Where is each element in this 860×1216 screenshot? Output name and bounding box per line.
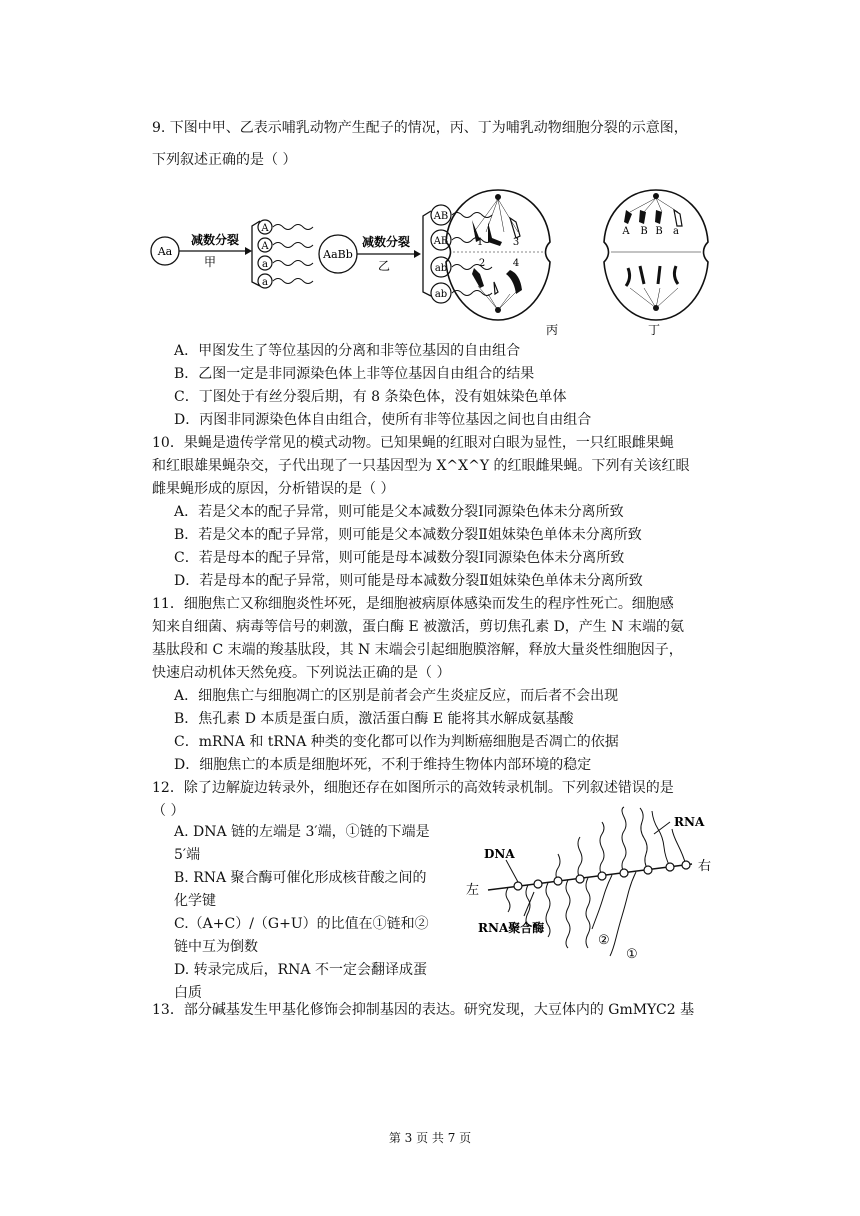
rna-polymerase <box>598 872 606 880</box>
jia-gamete-label: A <box>261 241 269 252</box>
q9-stem-line2: 下列叙述正确的是（ ） <box>152 152 297 168</box>
q12-stem-line1: 12．除了边解旋边转录外，细胞还存在如图所示的高效转录机制。下列叙述错误的是 <box>152 780 674 796</box>
q9-option-c: C．丁图处于有丝分裂后期，有 8 条染色体，没有姐妹染色单体 <box>174 389 567 405</box>
jia-name: 甲 <box>203 255 217 269</box>
rna-strand <box>640 808 648 870</box>
strand2-label: ② <box>598 933 610 948</box>
q11-stem-line2: 知来自细菌、病毒等信号的刺激，蛋白酶 E 被激活，剪切焦孔素 D，产生 N 末端的氨 <box>152 619 684 635</box>
yi-gamete-label: ab <box>434 263 448 274</box>
q12-stem-line2: （ ） <box>152 803 185 819</box>
q9-option-a: A．甲图发生了等位基因的分离和非等位基因的自由组合 <box>174 343 521 359</box>
q13-stem-line1: 13．部分碱基发生甲基化修饰会抑制基因的表达。研究发现，大豆体内的 GmMYC2 基 <box>152 1002 695 1018</box>
q11-stem-line4: 快速启动机体天然免疫。下列说法正确的是（ ） <box>152 665 451 681</box>
bing-chrom-label: 1 <box>476 237 484 248</box>
q12-option-a-line1: A. DNA 链的左端是 3′端，①链的下端是 <box>174 824 430 840</box>
rna-strand <box>622 807 626 873</box>
strand1-label: ① <box>626 947 638 962</box>
rna-polymerase <box>576 875 584 883</box>
rna-polymerases <box>514 861 690 890</box>
q11-option-d: D．细胞焦亡的本质是细胞坏死，不利于维持生物体内部环境的稳定 <box>174 757 592 773</box>
rna-polymerase <box>620 869 628 877</box>
rna-strand <box>566 880 570 948</box>
ding-chromosome <box>674 210 682 226</box>
page-footer: 第 3 页 共 7 页 <box>388 1131 472 1145</box>
q9-stem-line1: 9. 下图中甲、乙表示哺乳动物产生配子的情况，丙、丁为哺乳动物细胞分裂的示意图， <box>152 120 688 136</box>
bing-chromosome <box>488 222 502 246</box>
q11-option-c: C．mRNA 和 tRNA 种类的变化都可以作为判断癌细胞是否凋亡的依据 <box>174 734 619 750</box>
dna-label: DNA <box>484 847 515 861</box>
ding-gene-label: B <box>640 226 648 237</box>
q11-option-b: B．焦孔素 D 本质是蛋白质，激活蛋白酶 E 能将其水解成氨基酸 <box>174 711 574 727</box>
bing-centrosome-bottom <box>495 307 501 313</box>
dna-pointer <box>506 860 518 882</box>
bing-chromosome <box>506 270 522 294</box>
yi-brace <box>423 211 431 296</box>
sperm-tail <box>273 225 313 230</box>
polymerase-pointer <box>524 892 534 916</box>
q12-option-b-line1: B. RNA 聚合酶可催化形成核苷酸之间的 <box>174 870 427 886</box>
rna-polymerase <box>534 880 542 888</box>
bing-chromosome <box>510 218 520 238</box>
sperm-tail <box>273 279 313 284</box>
sperm-tail <box>273 243 313 248</box>
q10-stem-line1: 10．果蝇是遗传学常见的模式动物。已知果蝇的红眼对白眼为显性，一只红眼雌果蝇 <box>152 435 674 451</box>
jia-arrow-label: 减数分裂 <box>190 233 240 247</box>
yi-arrowhead <box>414 250 421 258</box>
jia-parent-label: Aa <box>157 245 173 258</box>
q11-stem-line1: 11．细胞焦亡又称细胞炎性坏死，是细胞被病原体感染而发生的程序性死亡。细胞感 <box>152 596 674 612</box>
rna-pointer <box>654 822 670 834</box>
right-label: 右 <box>698 859 712 874</box>
yi-parent-label: AaBb <box>323 248 353 261</box>
yi-gamete-label: AB <box>433 211 449 222</box>
rna-strand <box>546 883 550 937</box>
rna-strand <box>506 888 510 912</box>
q10-option-a: A．若是父本的配子异常，则可能是父本减数分裂Ⅰ同源染色体未分离所致 <box>174 504 624 520</box>
polymerase-label: RNA聚合酶 <box>478 921 545 935</box>
ding-gene-label: a <box>673 226 679 237</box>
yi-gamete-label: AB <box>433 236 449 247</box>
yi-name: 乙 <box>377 259 391 273</box>
q11-stem-line3: 基肽段和 C 末端的羧基肽段，其 N 末端会引起细胞膜溶解，释放大量炎性细胞因子， <box>152 642 683 658</box>
q9-option-b: B．乙图一定是非同源染色体上非等位基因自由组合的结果 <box>174 366 535 382</box>
q12-option-d-line1: D. 转录完成后，RNA 不一定会翻译成蛋 <box>174 962 427 978</box>
ding-centrosome-bottom <box>653 305 659 311</box>
ding-gene-label: B <box>655 226 663 237</box>
rna-label: RNA <box>674 815 705 829</box>
q12-option-c-line2: 链中互为倒数 <box>174 939 258 955</box>
jia-gamete-label: A <box>261 223 269 234</box>
q10-stem-line3: 雌果蝇形成的原因，分析错误的是（ ） <box>152 481 395 497</box>
ding-membrane <box>604 190 708 320</box>
bing-chromosome <box>494 282 498 294</box>
q11-option-a: A．细胞焦亡与细胞凋亡的区别是前者会产生炎症反应，而后者不会出现 <box>174 688 619 704</box>
rna-strand <box>578 837 582 879</box>
ding-chromosome <box>639 210 646 224</box>
rna-strand-2 <box>592 875 612 929</box>
q12-option-c-line1: C.（A+C）/（G+U）的比值在①链和② <box>174 916 429 932</box>
ding-chromosome <box>655 210 662 224</box>
jia-gamete-label: a <box>262 277 268 288</box>
rna-polymerase <box>682 861 690 869</box>
jia-arrowhead <box>245 247 252 255</box>
rna-polymerase <box>514 882 522 890</box>
jia-gamete-label: a <box>262 259 268 270</box>
sperm-tail <box>452 265 492 270</box>
rna-strand <box>672 829 686 865</box>
left-label: 左 <box>466 883 480 898</box>
sperm-tail <box>273 261 313 266</box>
rna-strand <box>586 878 590 948</box>
rna-polymerase <box>666 863 674 871</box>
ding-cell <box>604 190 708 320</box>
yi-arrow-label: 减数分裂 <box>361 235 411 249</box>
ding-name: 丁 <box>647 323 661 337</box>
ding-gene-label: A <box>622 226 630 237</box>
q9-option-d: D．丙图非同源染色体自由组合，使所有非等位基因之间也自由组合 <box>174 412 592 428</box>
bing-chrom-label: 2 <box>478 258 486 269</box>
ding-chromosomes-bottom <box>626 266 678 286</box>
ding-chromosome <box>624 210 632 224</box>
sperm-tail <box>452 238 492 243</box>
bing-chrom-label: 3 <box>512 237 520 248</box>
q12-option-a-line2: 5′端 <box>174 847 201 863</box>
q10-option-c: C．若是母本的配子异常，则可能是母本减数分裂Ⅰ同源染色体未分离所致 <box>174 550 625 566</box>
rna-strand <box>652 811 670 867</box>
sperm-tail <box>452 291 492 296</box>
bing-chrom-label: 4 <box>512 258 520 269</box>
rna-polymerase <box>644 866 652 874</box>
sperm-tail <box>452 213 492 218</box>
rna-strand <box>600 822 604 876</box>
q12-option-d-line2: 白质 <box>174 985 202 1001</box>
bing-cell <box>446 190 550 320</box>
jia-gametes <box>258 220 313 288</box>
rna-strand-1 <box>610 872 636 956</box>
q10-option-d: D．若是母本的配子异常，则可能是母本减数分裂Ⅱ姐妹染色单体未分离所致 <box>174 573 643 589</box>
q10-option-b: B．若是父本的配子异常，则可能是父本减数分裂Ⅱ姐妹染色单体未分离所致 <box>174 527 642 543</box>
bing-membrane <box>446 190 550 320</box>
yi-gamete-label: ab <box>434 289 448 300</box>
q12-transcription-figure <box>462 796 722 972</box>
rna-polymerase <box>554 877 562 885</box>
q12-option-b-line2: 化学键 <box>174 893 216 909</box>
bing-name: 丙 <box>545 323 559 337</box>
bing-chromosome <box>472 268 484 288</box>
q10-stem-line2: 和红眼雄果蝇杂交，子代出现了一只基因型为 X^X^Y 的红眼雌果蝇。下列有关该红眼 <box>152 458 690 474</box>
q9-figure <box>148 182 718 340</box>
